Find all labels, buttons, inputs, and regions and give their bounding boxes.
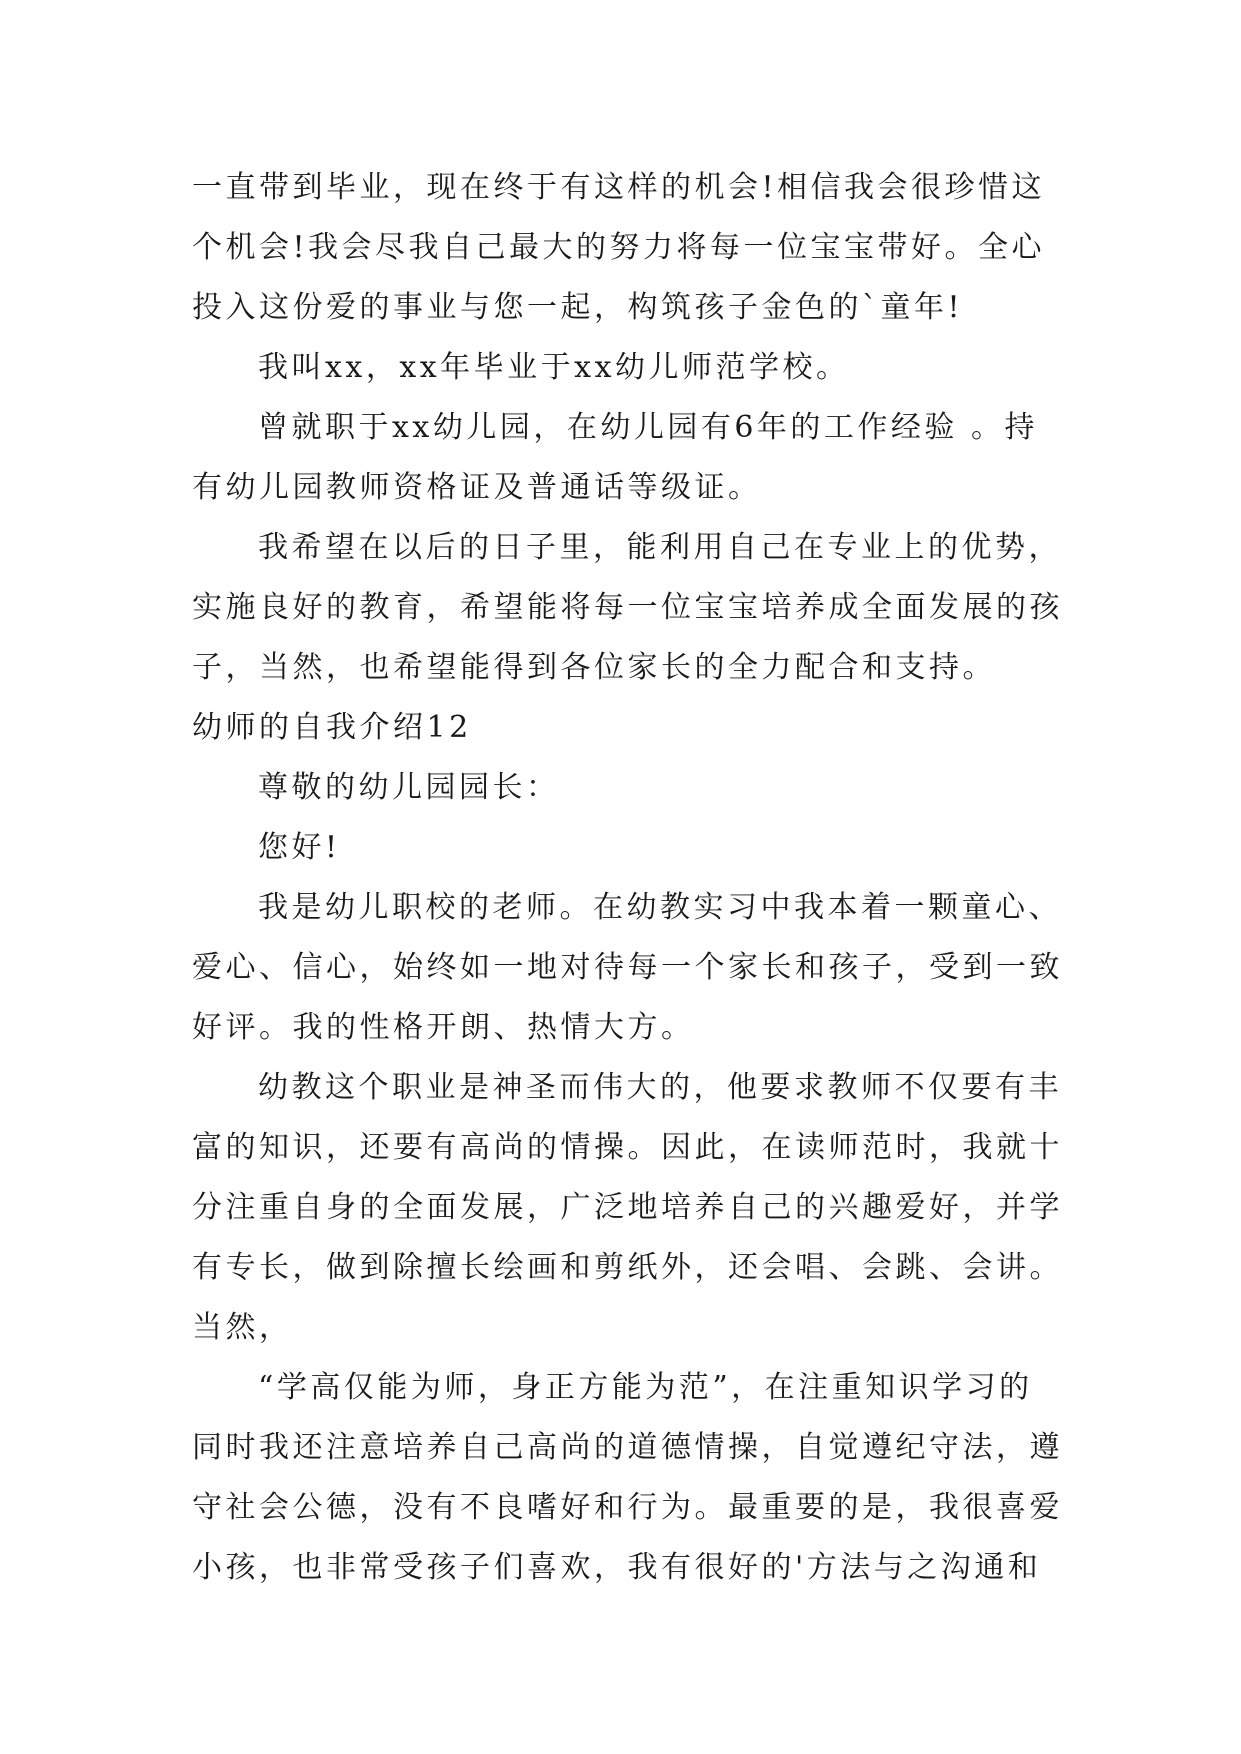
text-line: 幼教这个职业是神圣而伟大的，他要求教师不仅要有丰 — [258, 1070, 1062, 1105]
text-line: “学高仅能为师，身正方能为范”，在注重知识学习的 — [258, 1370, 1033, 1405]
text-line: 守社会公德，没有不良嗜好和行为。最重要的是，我很喜爱 — [192, 1490, 1063, 1525]
text-line: 子，当然，也希望能得到各位家长的全力配合和支持。 — [192, 650, 996, 685]
text-line: 一直带到毕业，现在终于有这样的机会!相信我会很珍惜这 — [192, 170, 1046, 205]
text-line: 实施良好的教育，希望能将每一位宝宝培养成全面发展的孩 — [192, 590, 1063, 625]
text-line: 您好! — [258, 830, 341, 865]
text-line: 投入这份爱的事业与您一起，构筑孩子金色的`童年! — [192, 290, 964, 325]
document-body — [192, 158, 1072, 1598]
text-line: 尊敬的幼儿园园长： — [258, 770, 560, 805]
text-line: 幼师的自我介绍12 — [192, 710, 472, 745]
text-line: 曾就职于xx幼儿园，在幼儿园有6年的工作经验 。持 — [258, 410, 1038, 445]
text-line: 当然， — [192, 1310, 293, 1345]
text-line: 富的知识，还要有高尚的情操。因此，在读师范时，我就十 — [192, 1130, 1063, 1165]
text-line: 爱心、信心，始终如一地对待每一个家长和孩子，受到一致 — [192, 950, 1063, 985]
text-line: 个机会!我会尽我自己最大的努力将每一位宝宝带好。全心 — [192, 230, 1046, 265]
text-line: 好评。我的性格开朗、热情大方。 — [192, 1010, 695, 1045]
text-line: 有幼儿园教师资格证及普通话等级证。 — [192, 470, 762, 505]
text-line: 同时我还注意培养自己高尚的道德情操，自觉遵纪守法，遵 — [192, 1430, 1063, 1465]
text-line: 我是幼儿职校的老师。在幼教实习中我本着一颗童心、 — [258, 890, 1062, 925]
text-line: 小孩，也非常受孩子们喜欢，我有很好的'方法与之沟通和 — [192, 1550, 1042, 1585]
text-line: 有专长，做到除擅长绘画和剪纸外，还会唱、会跳、会讲。 — [192, 1250, 1063, 1285]
text-line: 分注重自身的全面发展，广泛地培养自己的兴趣爱好，并学 — [192, 1190, 1063, 1225]
text-line: 我希望在以后的日子里，能利用自己在专业上的优势， — [258, 530, 1062, 565]
text-line: 我叫xx，xx年毕业于xx幼儿师范学校。 — [258, 350, 850, 385]
